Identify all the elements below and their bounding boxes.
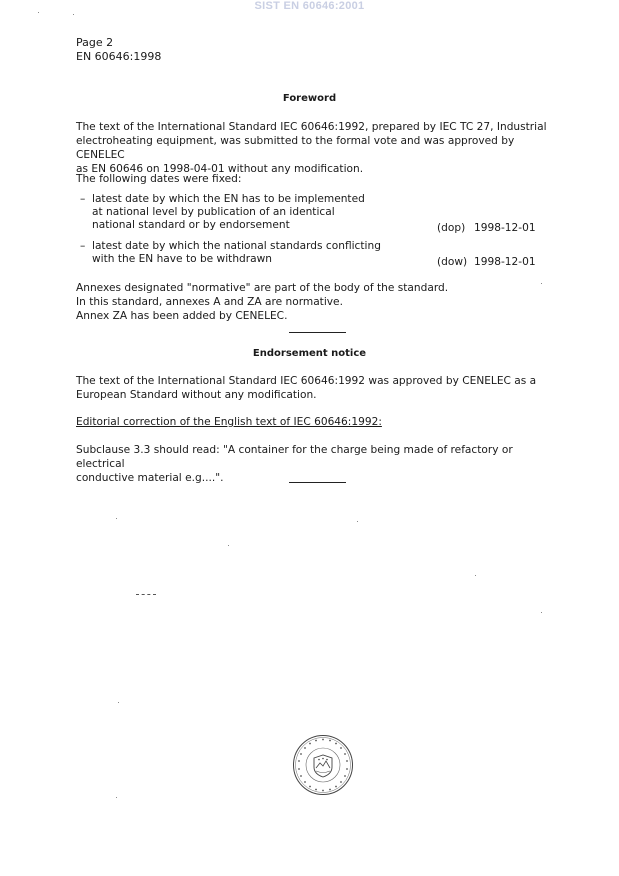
scan-speck <box>357 521 358 522</box>
text-line: with the EN have to be withdrawn <box>92 253 272 265</box>
text-line: In this standard, annexes A and ZA are normative. <box>76 296 343 308</box>
text-line: electroheating equipment, was submitted to the formal vote and was approved by CENELEC <box>76 135 515 161</box>
scan-speck <box>541 612 542 613</box>
foreword-intro <box>76 120 564 176</box>
annex-note <box>76 281 564 323</box>
date-value: 1998-12-01 <box>474 256 536 268</box>
institute-seal <box>292 734 354 796</box>
text-line: latest date by which the EN has to be implemented <box>92 193 365 205</box>
standard-number: EN 60646:1998 <box>76 50 162 63</box>
date-code: (dop) <box>437 222 466 234</box>
list-dash: – <box>80 193 86 205</box>
text-line: Annex ZA has been added by CENELEC. <box>76 310 288 322</box>
date-item-dop <box>80 193 540 235</box>
text-line: Subclause 3.3 should read: "A container for the charge being made of refactory or electrical <box>76 444 513 470</box>
watermark: SIST EN 60646:2001 <box>254 0 365 12</box>
text-line: European Standard without any modification. <box>76 389 317 401</box>
endorsement-title: Endorsement notice <box>252 348 367 359</box>
scan-speck <box>38 12 39 13</box>
date-code: (dow) <box>437 256 468 268</box>
date-item-text <box>92 193 392 232</box>
text-line: The text of the International Standard IEC 60646:1992 was approved by CENELEC as a <box>76 375 537 387</box>
page-number: Page 2 <box>76 36 114 49</box>
endorsement-text <box>76 374 564 402</box>
scan-speck <box>228 545 229 546</box>
scan-speck <box>475 575 476 576</box>
date-value: 1998-12-01 <box>474 222 536 234</box>
list-dash: – <box>80 240 86 252</box>
text-line: national standard or by endorsement <box>92 219 290 231</box>
foreword-title: Foreword <box>282 93 337 104</box>
scan-speck <box>541 283 542 284</box>
text-line: as EN 60646 on 1998-04-01 without any modification. <box>76 163 364 175</box>
section-divider <box>289 332 346 333</box>
dates-intro: The following dates were fixed: <box>76 173 242 185</box>
end-divider <box>289 482 346 483</box>
page-header <box>76 36 161 64</box>
text-line: latest date by which the national standards conflicting <box>92 240 381 252</box>
scan-speck <box>116 518 117 519</box>
date-item-dow <box>80 240 540 270</box>
text-line: conductive material e.g....". <box>76 472 224 484</box>
scan-mark <box>136 594 156 595</box>
scan-speck <box>73 14 74 15</box>
date-item-text <box>92 240 392 266</box>
text-line: Annexes designated "normative" are part of the body of the standard. <box>76 282 449 294</box>
correction-text <box>76 443 564 485</box>
scan-speck <box>118 702 119 703</box>
text-line: The text of the International Standard IEC 60646:1992, prepared by IEC TC 27, Industrial <box>76 121 547 133</box>
scan-speck <box>116 797 117 798</box>
correction-heading: Editorial correction of the English text of IEC 60646:1992: <box>76 416 382 428</box>
text-line: at national level by publication of an identical <box>92 206 335 218</box>
